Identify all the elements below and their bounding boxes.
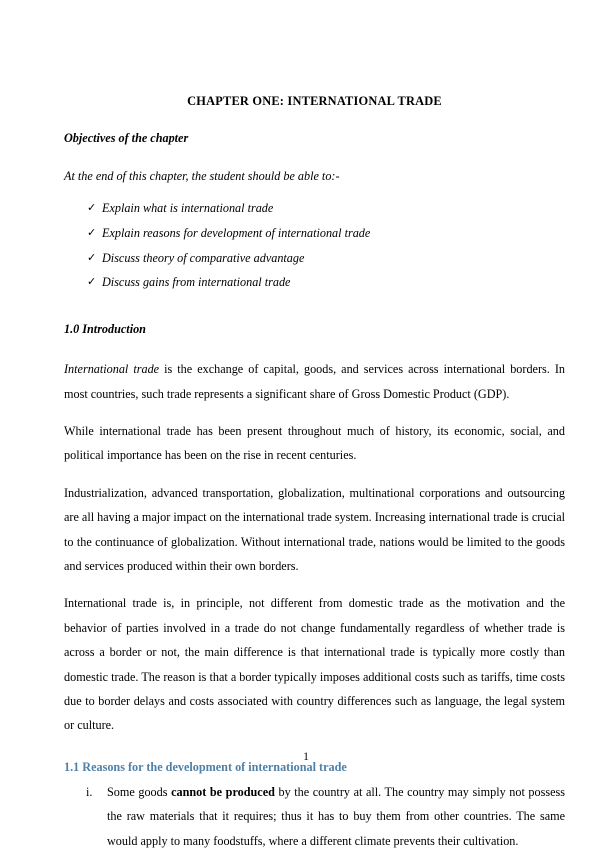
- list-item-emphasis: cannot be produced: [171, 784, 275, 799]
- objectives-heading: Objectives of the chapter: [64, 130, 189, 145]
- objectives-lead-text: At the end of this chapter, the student should be able to:-: [64, 168, 340, 183]
- paragraph: [64, 591, 565, 737]
- paragraph-text: While international trade has been present throughout much of history, its economic, social, and political importance has been on the rise in recent centuries.: [64, 423, 565, 463]
- paragraph: [64, 357, 565, 406]
- paragraph-text: International trade is, in principle, not different from domestic trade as the motivation and the behavior of parties involved in a trade do not change fundamentally regardless of whether trade is across a border or not, the main difference is that international trade is typically more costly than domestic trade. The reason is that a border typically imposes additional costs such as tariffs, time costs due to border delays and costs associated with country differences such as language, the legal system or culture.: [64, 596, 565, 733]
- paragraph-text: is the exchange of capital, goods, and services across international borders. In most countries, such trade represents a significant share of Gross Domestic Product (GDP).: [64, 362, 565, 401]
- check-mark-icon: ✓: [87, 250, 97, 264]
- list-item-marker: i.: [86, 784, 93, 799]
- objectives-list: [64, 202, 565, 288]
- list-item-label: Discuss theory of comparative advantage: [102, 250, 305, 265]
- reasons-list: [64, 780, 565, 853]
- list-item: [64, 227, 565, 239]
- list-item-text-before: Some goods: [107, 784, 172, 799]
- check-mark-icon: ✓: [87, 275, 97, 289]
- paragraph-lead-italic: International trade: [64, 362, 160, 377]
- list-item: [64, 202, 565, 214]
- list-item-label: Explain reasons for development of international trade: [102, 225, 371, 240]
- list-item: [64, 276, 565, 288]
- list-item-label: Discuss gains from international trade: [102, 275, 291, 290]
- paragraph: [64, 419, 565, 468]
- subsection-heading-reasons: 1.1 Reasons for the development of international trade: [64, 759, 347, 774]
- page-number: 1: [303, 751, 309, 763]
- list-item: [64, 252, 565, 264]
- check-mark-icon: ✓: [87, 225, 97, 239]
- paragraph: [64, 481, 565, 579]
- list-item-label: Explain what is international trade: [102, 201, 274, 216]
- list-item: [64, 780, 565, 853]
- section-heading-introduction: 1.0 Introduction: [64, 322, 146, 337]
- page-title: CHAPTER ONE: INTERNATIONAL TRADE: [187, 94, 442, 108]
- page-content: [64, 94, 565, 853]
- check-mark-icon: ✓: [87, 201, 97, 215]
- paragraph-text: Industrialization, advanced transportation, globalization, multinational corporations and outsourcing are all having a major impact on the international trade system. Increasing international trade is crucial to the continuance of globalization. Without international trade, nations would be limited to the goods and services produced within their own borders.: [64, 485, 565, 573]
- list-item-text-after: by the country at all. The country may simply not possess the raw materials that it requires; thus it has to buy them from other countries. The same would apply to many foodstuffs, where a different climate prevents their cultivation.: [107, 784, 566, 848]
